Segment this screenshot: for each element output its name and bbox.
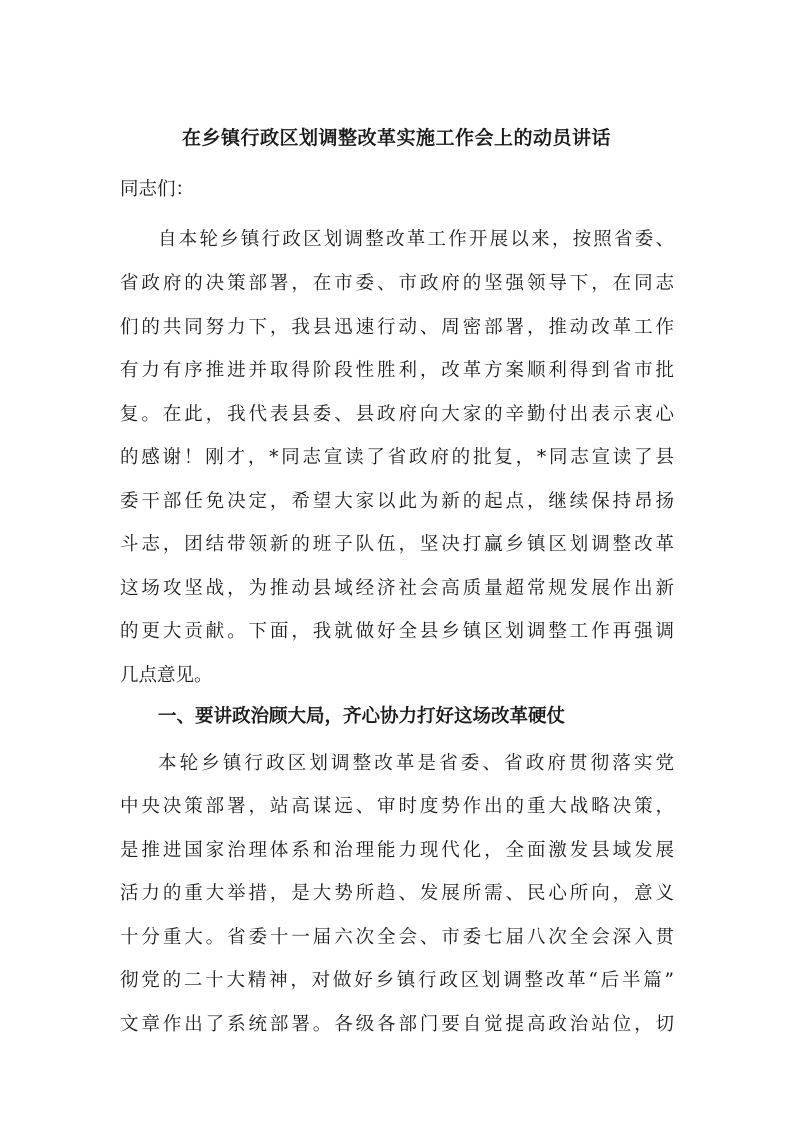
paragraph-line: 活力的重大举措，是大势所趋、发展所需、民心所向，意义 <box>120 883 674 904</box>
section-heading: 一、要讲政治顾大局，齐心协力打好这场改革硬仗 <box>158 706 566 727</box>
paragraph-line: 彻党的二十大精神，对做好乡镇行政区划调整改革“后半篇” <box>120 970 674 991</box>
salutation: 同志们： <box>120 179 195 200</box>
paragraph-line: 这场攻坚战，为推动县域经济社会高质量超常规发展作出新 <box>120 578 674 599</box>
paragraph-line: 十分重大。省委十一届六次全会、市委七届八次全会深入贯 <box>120 927 674 948</box>
paragraph-line: 的感谢！刚才，*同志宣读了省政府的批复，*同志宣读了县 <box>120 447 674 468</box>
paragraph-line: 几点意见。 <box>120 665 213 686</box>
paragraph-line: 的更大贡献。下面，我就做好全县乡镇区划调整工作再强调 <box>120 621 674 642</box>
paragraph-line: 自本轮乡镇行政区划调整改革工作开展以来，按照省委、 <box>158 229 674 250</box>
paragraph-line: 有力有序推进并取得阶段性胜利，改革方案顺利得到省市批 <box>120 360 674 381</box>
paragraph-line: 复。在此，我代表县委、县政府向大家的辛勤付出表示衷心 <box>120 404 674 425</box>
paragraph-line: 本轮乡镇行政区划调整改革是省委、省政府贯彻落实党 <box>158 753 674 774</box>
paragraph-line: 斗志，团结带领新的班子队伍，坚决打赢乡镇区划调整改革 <box>120 534 674 555</box>
paragraph-line: 文章作出了系统部署。各级各部门要自觉提高政治站位，切 <box>120 1014 674 1035</box>
paragraph-line: 中央决策部署，站高谋远、审时度势作出的重大战略决策， <box>120 796 674 817</box>
document-title: 在乡镇行政区划调整改革实施工作会上的动员讲话 <box>181 127 611 149</box>
paragraph-line: 们的共同努力下，我县迅速行动、周密部署，推动改革工作 <box>120 317 674 338</box>
paragraph-line: 委干部任免决定，希望大家以此为新的起点，继续保持昂扬 <box>120 491 674 512</box>
paragraph-line: 是推进国家治理体系和治理能力现代化，全面激发县域发展 <box>120 840 674 861</box>
paragraph-line: 省政府的决策部署，在市委、市政府的坚强领导下，在同志 <box>120 273 674 294</box>
